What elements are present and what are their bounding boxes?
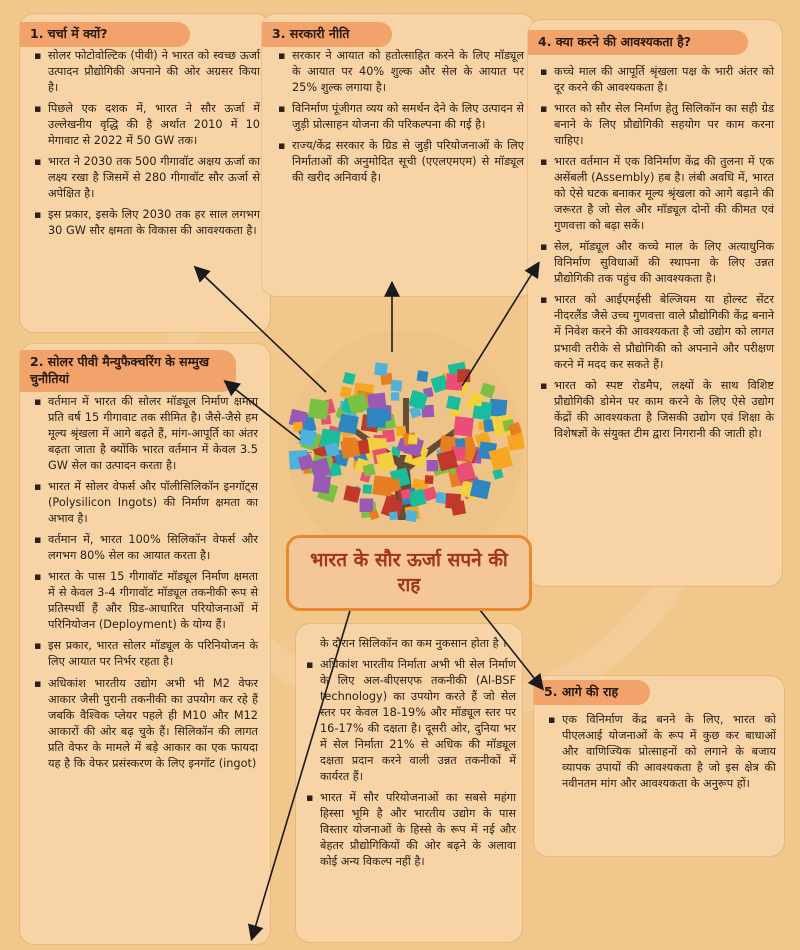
- leaf-tile: [427, 460, 438, 471]
- list-item: ▪ भारत में सोलर वेफर्स और पॉलीसिलिकॉन इनगॉट्स (Polysilicon Ingots) की निर्माण क्षमता का अभाव है।: [32, 479, 258, 527]
- heading-manufacturing-challenges: 2. सोलर पीवी मैन्युफैक्चरिंग के सम्मुख चुनौतियां: [20, 350, 236, 392]
- arrow-to-why-in-news: [196, 268, 326, 392]
- list-item: ▪ कच्चे माल की आपूर्ति श्रृंखला पक्ष के भारी अंतर को दूर करने की आवश्यकता है।: [538, 64, 774, 96]
- leaf-tile: [453, 416, 474, 437]
- leaf-tile: [489, 399, 508, 418]
- list-item: ▪ सेल, मॉड्यूल और कच्चे माल के लिए अत्याधुनिक विनिर्माण सुविधाओं की स्थापना के लिए उन्नत प्रौद्योगिकी तक पहुंच की आवश्यकता है।: [538, 239, 774, 287]
- list-item: ▪ भारत में सौर परियोजनाओं का सबसे महंगा हिस्सा भूमि है और भारतीय उद्योग के पास विस्तार योजनाओं के हिस्से के रूप में नई और बेहतर प्रौद्योगिकियों की ओर बढ़ने के अलावा कोई अन्य विकल्प नहीं है।: [304, 790, 516, 870]
- leaf-tile: [445, 493, 461, 509]
- list-item: ▪ एक विनिर्माण केंद्र बनने के लिए, भारत को पीएलआई योजनाओं के रूप में कुछ कर बाधाओं और वाणिज्यिक प्रोत्साहनों को लगाने के बजाय व्यापक उपायों की आवश्यकता है जो इस क्षेत्र की नवीनतम मांग और आवश्यकता के अनुरूप हों।: [546, 712, 776, 792]
- list-item: ▪ भारत के पास 15 गीगावॉट मॉड्यूल निर्माण क्षमता में से केवल 3-4 गीगावॉट मॉड्यूल तकनीकी रूप से प्रतिस्पर्धी हैं और ग्रिड-आधारित परियोजनाओं में परिनियोजन (Deployment) के योग्य हैं।: [32, 569, 258, 633]
- list-item: ▪ अधिकांश भारतीय निर्माता अभी भी सेल निर्माण के लिए अल-बीएसएफ तकनीकी (Al-BSF technology) का उपयोग करते हैं जो सेल स्तर पर केवल 18-19% और मॉड्यूल स्तर पर 16-17% की दक्षता है। दूसरी ओर, दुनिया भर में सेल निर्माता 21% से अधिक की मॉड्यूल दक्षता प्रदान करने वाली उन्नत तकनीकों में कार्यरत हैं।: [304, 657, 516, 785]
- list-item: ▪ भारत को स्पष्ट रोडमैप, लक्ष्यों के साथ विशिष्ट प्रौद्योगिकी डोमेन पर काम करने के लिए ऐसे उद्योग केंद्रों की आवश्यकता है जिसकी उद्योग एवं शिक्षा के विशेषज्ञों के संयुक्त टीम द्वारा निगरानी की जाती हो।: [538, 378, 774, 442]
- leaf-tile: [446, 395, 461, 410]
- heading-way-forward: 5. आगे की राह: [534, 680, 650, 705]
- arrow-to-what-needs: [462, 264, 538, 386]
- leaf-tile: [507, 433, 525, 451]
- tree-illustration: [287, 330, 525, 566]
- list-item: ▪ सरकार ने आयात को हतोत्साहित करने के लिए मॉड्यूल के आयात पर 40% शुल्क और सेल के आयात पर 25% शुल्क लगाया है।: [276, 48, 524, 96]
- list-item: ▪ भारत वर्तमान में एक विनिर्माण केंद्र की तुलना में एक असेंबली (Assembly) हब है। लंबी अवधि में, भारत को ऐसे घटक बनाकर मूल्य श्रृंखला को आगे बढ़ाने की जरूरत है जो सेल और मॉड्यूल दोनों की कीमत एवं गुणवत्ता को बढ़ा सकें।: [538, 154, 774, 234]
- leaf-tile: [338, 414, 359, 435]
- heading-what-needs-to-be-done: 4. क्या करने की आवश्यकता है?: [528, 30, 748, 55]
- leaf-tile: [470, 478, 491, 499]
- leaf-tile: [372, 475, 393, 496]
- list-item: ▪ भारत ने 2030 तक 500 गीगावॉट अक्षय ऊर्जा का लक्ष्य रखा है जिसमें से 280 गीगावॉट सौर ऊर्जा से अपेक्षित है।: [32, 154, 260, 202]
- leaf-tile: [408, 434, 418, 444]
- central-title: [286, 535, 532, 611]
- list-item: ▪ सोलर फोटोवोल्टिक (पीवी) ने भारत को स्वच्छ ऊर्जा उत्पादन प्रौद्योगिकी अपनाने की ओर अग्रसर किया है।: [32, 48, 260, 96]
- leaf-tile: [391, 380, 403, 392]
- leaf-tile: [312, 475, 331, 494]
- leaf-tile: [340, 386, 352, 398]
- leaf-tile: [308, 398, 330, 420]
- leaf-tile: [360, 498, 374, 512]
- continuation-text: के दौरान सिलिकॉन का कम नुकसान होता है ।: [320, 637, 507, 650]
- list-item: ▪ इस प्रकार, इसके लिए 2030 तक हर साल लगभग 30 GW सौर क्षमता के विकास की आवश्यकता है।: [32, 207, 260, 239]
- list-item: ▪ विनिर्माण पूंजीगत व्यय को समर्थन देने के लिए उत्पादन से जुड़ी प्रोत्साहन योजना की परिकल्पना की गई है।: [276, 101, 524, 133]
- leaf-tile: [374, 362, 388, 376]
- leaf-tile: [405, 510, 417, 522]
- arrow-to-way-forward: [472, 600, 542, 688]
- leaf-tile: [417, 370, 429, 382]
- list-item: ▪ वर्तमान में, भारत 100% सिलिकॉन वेफर्स और लगभग 80% सेल का आयात करता है।: [32, 532, 258, 564]
- leaf-tile: [299, 429, 317, 447]
- leaf-tile: [363, 484, 373, 494]
- leaf-tile: [469, 392, 483, 406]
- list-item: ▪ अधिकांश भारतीय उद्योग अभी भी M2 वेफर आकार जैसी पुरानी तकनीकी का उपयोग कर रहे हैं जबकि वैश्विक प्लेयर पहले ही M10 और M12 आकारों की ओर बढ़ चुके हैं। सिलिकॉन की लागत प्रति वेफर के मामले में बड़े आकार का एक फायदा यह है कि वेफर प्रसंस्करण के लिए इनगॉट (ingot): [32, 676, 258, 772]
- leaf-tile: [343, 485, 361, 503]
- list-item: ▪ भारत को सौर सेल निर्माण हेतु सिलिकॉन का सही ग्रेड बनाने के लिए प्रौद्योगिकी सहयोग पर काम करना चाहिए।: [538, 101, 774, 149]
- list-item: ▪ पिछले एक दशक में, भारत ने सौर ऊर्जा में उल्लेखनीय वृद्धि की है अर्थात 2010 में 10 मेगावाट से 2022 में 50 GW तक।: [32, 101, 260, 149]
- leaf-tile: [340, 439, 360, 459]
- leaf-tile: [391, 392, 399, 400]
- leaf-tile: [389, 511, 398, 520]
- leaf-tile: [425, 475, 434, 484]
- list-item: ▪ राज्य/केंद्र सरकार के ग्रिड से जुड़ी परियोजनाओं के लिए निर्माताओं की अनुमोदित सूची (एएलएमएम) से मॉड्यूल की खरीद अनिवार्य है।: [276, 138, 524, 186]
- arrow-to-challenges-bottom: [252, 604, 352, 938]
- list-item: ▪ वर्तमान में भारत की सोलर मॉड्यूल निर्माण क्षमता प्रति वर्ष 15 गीगावाट तक सीमित है। जैसे-जैसे हम मूल्य श्रृंखला में आगे बढ़ते हैं, मांग-आपूर्ति का अंतर बढ़ता जाता है क्योंकि भारत वर्तमान में केवल 3.5 GW सेल का उत्पादन करता है।: [32, 394, 258, 474]
- list-item: ▪ भारत को आईएमईसी बेल्जियम या होल्स्ट सेंटर नीदरलैंड जैसे उच्च गुणवत्ता वाले प्रौद्योगिकी केंद्र बनाने में निवेश करने की आवश्यकता है जो उद्योग को लागत प्रभावी तरीके से प्रौद्योगिकी को अपनाने और परीक्षण करने में मदद कर सकते हैं।: [538, 292, 774, 372]
- leaf-tile: [367, 408, 386, 427]
- central-title-text: भारत के सौर ऊर्जा सपने की राह: [310, 549, 508, 596]
- list-item: ▪ इस प्रकार, भारत सोलर मॉड्यूल के परिनियोजन के लिए आयात पर निर्भर रहता है।: [32, 638, 258, 670]
- arrow-to-challenges: [226, 382, 300, 440]
- heading-government-policy: 3. सरकारी नीति: [262, 22, 392, 47]
- heading-why-in-news: 1. चर्चा में क्यों?: [20, 22, 190, 47]
